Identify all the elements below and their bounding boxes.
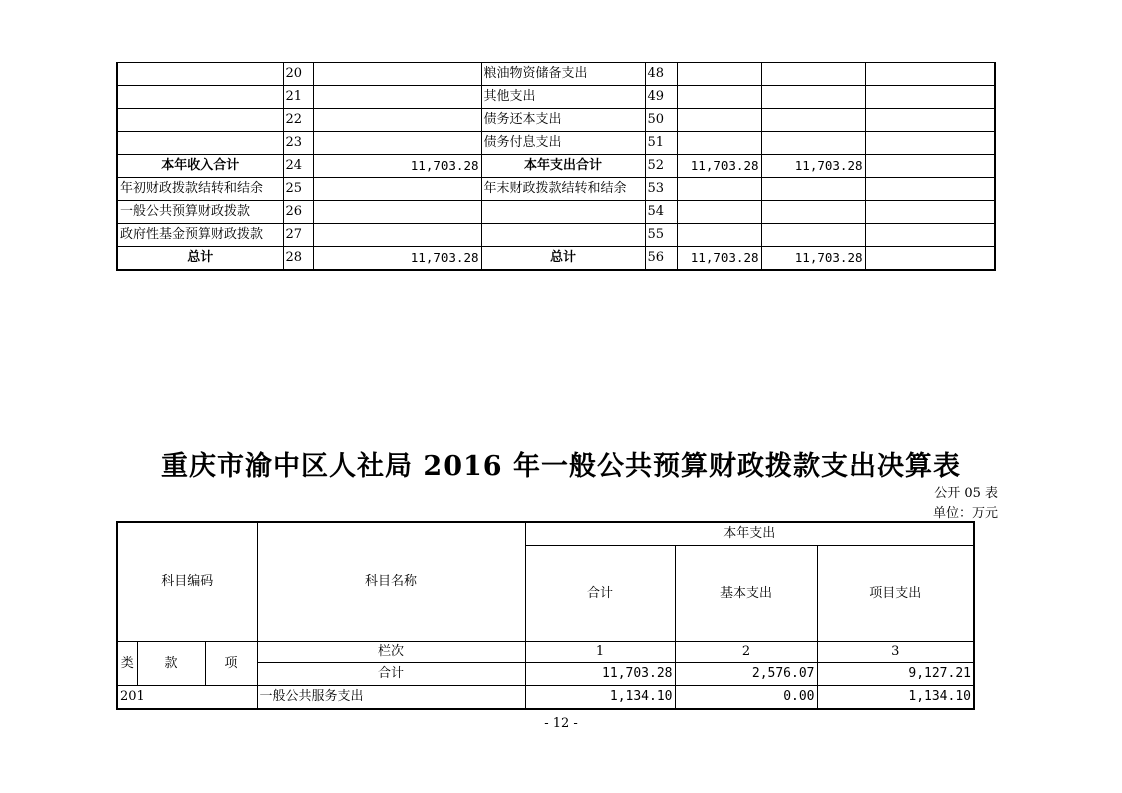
lanci-3: 3	[817, 642, 974, 663]
row-code: 201	[117, 686, 257, 710]
row-number: 26	[283, 201, 313, 224]
basic-header: 基本支出	[675, 546, 817, 642]
row-label	[117, 86, 283, 109]
unit-label: 单位：万元	[932, 506, 998, 521]
lanci-2: 2	[675, 642, 817, 663]
row-label	[117, 109, 283, 132]
row-value-1	[677, 86, 761, 109]
row-amount: 11,703.28	[313, 247, 481, 271]
row-number: 28	[283, 247, 313, 271]
row-item: 本年支出合计	[481, 155, 645, 178]
lanci-label: 栏次	[257, 642, 525, 663]
row-value-3	[865, 178, 995, 201]
row-value-3	[865, 247, 995, 271]
row-value-1	[677, 63, 761, 86]
row-value-3	[865, 109, 995, 132]
sum-label: 合计	[257, 663, 525, 686]
row-number: 20	[283, 63, 313, 86]
table-row	[117, 178, 995, 201]
table-row	[117, 63, 995, 86]
row-name: 一般公共服务支出	[257, 686, 525, 710]
row-value-3	[865, 155, 995, 178]
row-amount	[313, 201, 481, 224]
total-header: 合计	[525, 546, 675, 642]
row-label: 政府性基金预算财政拨款	[117, 224, 283, 247]
table-row	[117, 109, 995, 132]
row-number: 27	[283, 224, 313, 247]
row-label	[117, 132, 283, 155]
row-value-1: 11,703.28	[677, 247, 761, 271]
row-value-1	[677, 109, 761, 132]
row-number-2: 52	[645, 155, 677, 178]
row-number: 24	[283, 155, 313, 178]
code-header: 科目编码	[117, 522, 257, 642]
row-label: 本年收入合计	[117, 155, 283, 178]
row-number: 22	[283, 109, 313, 132]
name-header: 科目名称	[257, 522, 525, 642]
row-item: 债务还本支出	[481, 109, 645, 132]
row-value-2	[761, 63, 865, 86]
row-number-2: 51	[645, 132, 677, 155]
row-value-3	[865, 63, 995, 86]
row-value-2	[761, 109, 865, 132]
expenditure-table	[116, 521, 975, 710]
row-value-1	[677, 132, 761, 155]
row-label: 一般公共预算财政拨款	[117, 201, 283, 224]
row-value-1	[677, 178, 761, 201]
row-value-2: 11,703.28	[761, 155, 865, 178]
row-item: 总计	[481, 247, 645, 271]
table-row	[117, 224, 995, 247]
row-number: 23	[283, 132, 313, 155]
row-number-2: 49	[645, 86, 677, 109]
sum-basic: 2,576.07	[675, 663, 817, 686]
row-basic: 0.00	[675, 686, 817, 710]
row-number-2: 56	[645, 247, 677, 271]
row-amount	[313, 63, 481, 86]
row-value-2	[761, 201, 865, 224]
lanci-1: 1	[525, 642, 675, 663]
page-title: 重庆市渝中区人社局 2016 年一般公共预算财政拨款支出决算表	[161, 451, 961, 482]
project-header: 项目支出	[817, 546, 974, 642]
row-amount	[313, 109, 481, 132]
row-item: 粮油物资储备支出	[481, 63, 645, 86]
kuan-header: 款	[137, 642, 205, 686]
table-row	[117, 155, 995, 178]
row-amount	[313, 86, 481, 109]
row-value-2	[761, 86, 865, 109]
row-amount	[313, 178, 481, 201]
row-value-2	[761, 132, 865, 155]
table-row	[117, 201, 995, 224]
row-number: 25	[283, 178, 313, 201]
row-value-2	[761, 224, 865, 247]
row-item: 债务付息支出	[481, 132, 645, 155]
sum-total: 11,703.28	[525, 663, 675, 686]
table-row	[117, 132, 995, 155]
row-value-1: 11,703.28	[677, 155, 761, 178]
row-project: 1,134.10	[817, 686, 974, 710]
row-label: 总计	[117, 247, 283, 271]
row-number-2: 55	[645, 224, 677, 247]
xiang-header: 项	[205, 642, 257, 686]
row-number-2: 53	[645, 178, 677, 201]
row-number-2: 54	[645, 201, 677, 224]
row-item	[481, 224, 645, 247]
form-number: 公开 05 表	[934, 486, 998, 501]
row-item: 年末财政拨款结转和结余	[481, 178, 645, 201]
row-value-2: 11,703.28	[761, 247, 865, 271]
row-value-2	[761, 178, 865, 201]
row-item: 其他支出	[481, 86, 645, 109]
row-amount: 11,703.28	[313, 155, 481, 178]
row-value-3	[865, 224, 995, 247]
lei-header: 类	[117, 642, 137, 686]
sum-project: 9,127.21	[817, 663, 974, 686]
page-number: - 12 -	[544, 716, 578, 731]
row-number: 21	[283, 86, 313, 109]
row-value-3	[865, 86, 995, 109]
row-amount	[313, 132, 481, 155]
row-label: 年初财政拨款结转和结余	[117, 178, 283, 201]
table-row	[117, 86, 995, 109]
row-item	[481, 201, 645, 224]
row-total: 1,134.10	[525, 686, 675, 710]
income-expense-summary-table	[116, 62, 996, 271]
row-value-1	[677, 201, 761, 224]
table-row	[117, 247, 995, 271]
row-number-2: 50	[645, 109, 677, 132]
row-number-2: 48	[645, 63, 677, 86]
year-expense-header: 本年支出	[525, 522, 974, 546]
row-value-3	[865, 132, 995, 155]
row-amount	[313, 224, 481, 247]
row-value-1	[677, 224, 761, 247]
row-label	[117, 63, 283, 86]
row-value-3	[865, 201, 995, 224]
